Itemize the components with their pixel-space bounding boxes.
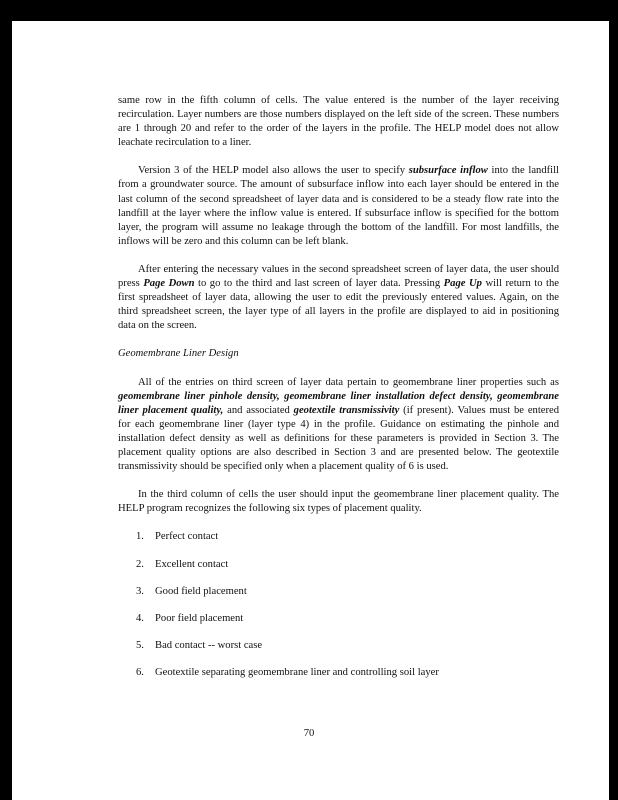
- section-heading: Geomembrane Liner Design: [118, 348, 239, 360]
- paragraph-geomembrane: All of the entries on third screen of layer data pertain to geomembrane liner properties such as geomembrane liner pinhole density, geomembrane liner installation defect density, geomembrane liner placement quality, and associated geotextile transmissivity (if present). Values must be entered for each geomembrane liner (layer type 4) in the profile. Guidance on estimating the pinhole and installation defect density as well as definitions for these parameters is provided in Section 3. The placement quality options are also described in Section 3 and are presented below. The geotextile transmissivity should be specified only when a placement quality of 6 is used.: [118, 376, 559, 473]
- scan-border-top: [0, 0, 618, 21]
- list-item: 3. Good field placement: [136, 585, 247, 597]
- list-item: 5. Bad contact -- worst case: [136, 640, 263, 652]
- list-item: 1. Perfect contact: [136, 531, 219, 543]
- paragraph-subsurface-inflow: Version 3 of the HELP model also allows the user to specify subsurface inflow into the landfill from a groundwater source. The amount of subsurface inflow into each layer should be entered in the last column of the second spreadsheet of layer data and is considered to be a steady flow rate into the landfill at the layer where the inflow value is entered. If subsurface inflow is specified for the bottom layer, the program will assume no leakage through the bottom of the landfill. For most landfills, the inflows will be zero and this column can be left blank.: [118, 165, 559, 247]
- scan-border-right: [609, 0, 618, 800]
- list-item: 4. Poor field placement: [136, 612, 244, 624]
- key-page-down: Page Down: [143, 278, 195, 290]
- page-number: 70: [303, 728, 315, 739]
- document-page: [118, 94, 559, 693]
- paragraph-navigation: After entering the necessary values in the second spreadsheet screen of layer data, the user should press Page Down to go to the third and last screen of layer data. Pressing Page Up will return to the first spreadsheet of layer data, allowing the user to edit the previously entered values. Again, on the third spreadsheet screen, the layer type of all layers in the profile are displayed to aid in positioning data on the screen.: [118, 263, 559, 332]
- paragraph-placement-quality: In the third column of cells the user should input the geomembrane liner placement quality. The HELP program recognizes the following six types of placement quality.: [118, 489, 559, 515]
- placement-quality-list: [118, 530, 559, 693]
- list-item: 2. Excellent contact: [136, 558, 229, 570]
- term-subsurface-inflow: subsurface inflow: [408, 165, 488, 177]
- paragraph-recirculation: same row in the fifth column of cells. The value entered is the number of the layer receiving recirculation. Layer numbers are those numbers displayed on the left side of the screen. These numbers are 1 through 20 and refer to the order of the layers in the profile. The HELP model does not allow leachate recirculation to a liner.: [118, 95, 559, 149]
- term-liner-properties: geomembrane liner pinhole density, geomembrane liner installation defect density, geomembrane liner placement quality,: [118, 390, 559, 416]
- term-geotextile-transmissivity: geotextile transmissivity: [293, 404, 400, 416]
- list-item: 6. Geotextile separating geomembrane liner and controlling soil layer: [136, 667, 439, 679]
- scan-border-left: [0, 0, 12, 800]
- key-page-up: Page Up: [443, 278, 482, 290]
